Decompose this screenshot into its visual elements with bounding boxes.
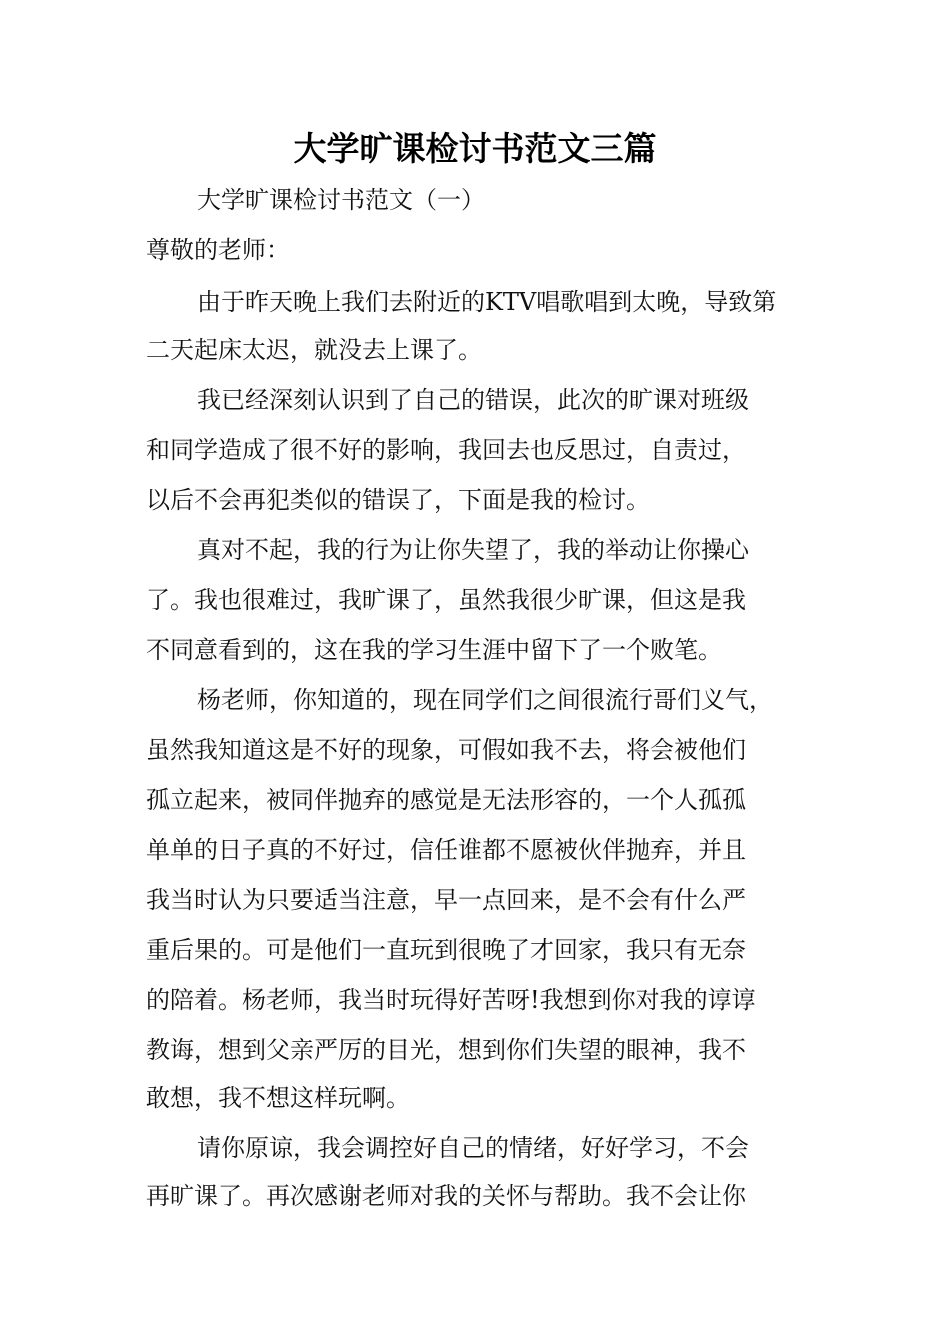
document-title: 大学旷课检讨书范文三篇 xyxy=(293,129,657,168)
body-line: 以后不会再犯类似的错误了，下面是我的检讨。 xyxy=(146,486,650,514)
body-line: 和同学造成了很不好的影响，我回去也反思过，自责过， xyxy=(146,436,746,464)
body-line: 真对不起，我的行为让你失望了，我的举动让你操心 xyxy=(197,536,749,564)
body-line: 我已经深刻认识到了自己的错误，此次的旷课对班级 xyxy=(197,386,749,414)
body-line: 杨老师，你知道的，现在同学们之间很流行哥们义气， xyxy=(197,686,773,714)
body-line: 孤立起来，被同伴抛弃的感觉是无法形容的，一个人孤孤 xyxy=(146,786,746,814)
body-line: 由于昨天晚上我们去附近的KTV唱歌唱到太晚，导致第 xyxy=(197,288,777,316)
salutation: 尊敬的老师： xyxy=(146,236,290,264)
body-line: 二天起床太迟，就没去上课了。 xyxy=(146,336,482,364)
body-line: 了。我也很难过，我旷课了，虽然我很少旷课，但这是我 xyxy=(146,586,746,614)
body-line: 重后果的。可是他们一直玩到很晚了才回家，我只有无奈 xyxy=(146,936,746,964)
body-line: 敢想，我不想这样玩啊。 xyxy=(146,1084,410,1112)
body-line: 再旷课了。再次感谢老师对我的关怀与帮助。我不会让你 xyxy=(146,1182,746,1210)
body-line: 不同意看到的，这在我的学习生涯中留下了一个败笔。 xyxy=(146,636,722,664)
body-line: 我当时认为只要适当注意，早一点回来，是不会有什么严 xyxy=(146,886,746,914)
body-line: 教诲，想到父亲严厉的目光，想到你们失望的眼神，我不 xyxy=(146,1036,746,1064)
section-subtitle: 大学旷课检讨书范文（一） xyxy=(197,186,485,214)
body-line: 单单的日子真的不好过，信任谁都不愿被伙伴抛弃，并且 xyxy=(146,836,746,864)
body-line: 的陪着。杨老师，我当时玩得好苦呀!我想到你对我的谆谆 xyxy=(146,986,756,1014)
body-line: 请你原谅，我会调控好自己的情绪，好好学习，不会 xyxy=(197,1134,749,1162)
body-line: 虽然我知道这是不好的现象，可假如我不去，将会被他们 xyxy=(146,736,746,764)
